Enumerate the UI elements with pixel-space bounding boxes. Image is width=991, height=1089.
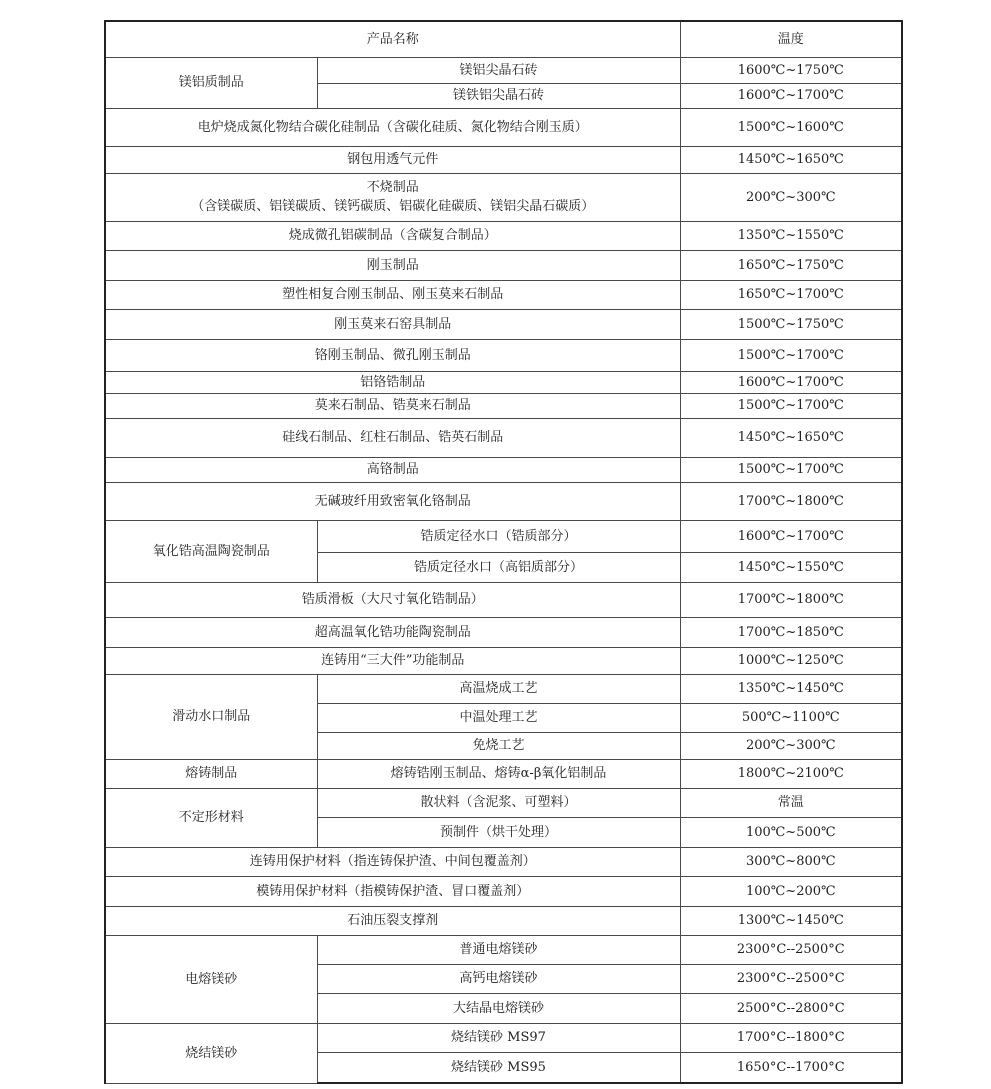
product-name: 熔铸锆刚玉制品、熔铸α-β氧化铝制品 bbox=[317, 759, 680, 788]
product-name: 无碱玻纤用致密氧化铬制品 bbox=[105, 482, 680, 520]
temperature: 1500℃~1750℃ bbox=[680, 309, 902, 339]
temperature: 1500℃~1700℃ bbox=[680, 393, 902, 418]
product-name: 超高温氧化锆功能陶瓷制品 bbox=[105, 617, 680, 647]
header-row bbox=[105, 21, 902, 57]
product-name: 莫来石制品、锆莫来石制品 bbox=[105, 393, 680, 418]
product-name: 石油压裂支撑剂 bbox=[105, 906, 680, 935]
temperature: 2300°C--2500°C bbox=[680, 964, 902, 993]
table-row bbox=[105, 173, 902, 221]
table-row bbox=[105, 876, 902, 906]
temperature: 1800℃~2100℃ bbox=[680, 759, 902, 788]
table-row bbox=[105, 221, 902, 250]
temperature: 1500℃~1600℃ bbox=[680, 108, 902, 146]
temperature: 200℃~300℃ bbox=[680, 732, 902, 759]
product-name: 散状料（含泥浆、可塑料） bbox=[317, 788, 680, 817]
product-name: 高钙电熔镁砂 bbox=[317, 964, 680, 993]
table-row bbox=[105, 457, 902, 482]
product-name: 刚玉制品 bbox=[105, 250, 680, 280]
temperature: 2500°C--2800°C bbox=[680, 993, 902, 1023]
header-temperature: 温度 bbox=[680, 21, 902, 57]
table-row bbox=[105, 935, 902, 964]
temperature: 200℃~300℃ bbox=[680, 173, 902, 221]
product-name: 高温烧成工艺 bbox=[317, 674, 680, 703]
group-label: 熔铸制品 bbox=[105, 759, 317, 788]
temperature: 1600℃~1700℃ bbox=[680, 371, 902, 393]
temperature: 1700°C--1800°C bbox=[680, 1023, 902, 1052]
temperature: 1300℃~1450℃ bbox=[680, 906, 902, 935]
group-label: 不定形材料 bbox=[105, 788, 317, 847]
temperature: 1450℃~1650℃ bbox=[680, 146, 902, 173]
temperature: 1350℃~1550℃ bbox=[680, 221, 902, 250]
product-name: 塑性相复合刚玉制品、刚玉莫来石制品 bbox=[105, 280, 680, 309]
table-row bbox=[105, 759, 902, 788]
group-label: 氧化锆高温陶瓷制品 bbox=[105, 520, 317, 582]
table-row bbox=[105, 1023, 902, 1052]
product-name: 连铸用“三大件”功能制品 bbox=[105, 647, 680, 674]
product-name: 铬刚玉制品、微孔刚玉制品 bbox=[105, 339, 680, 371]
temperature: 常温 bbox=[680, 788, 902, 817]
temperature: 1650℃~1750℃ bbox=[680, 250, 902, 280]
temperature: 1700℃~1800℃ bbox=[680, 582, 902, 617]
product-name: 模铸用保护材料（指模铸保护渣、冒口覆盖剂） bbox=[105, 876, 680, 906]
temperature: 100℃~500℃ bbox=[680, 817, 902, 847]
temperature: 100℃~200℃ bbox=[680, 876, 902, 906]
table-row bbox=[105, 520, 902, 552]
temperature: 1450℃~1650℃ bbox=[680, 418, 902, 457]
header-product-name: 产品名称 bbox=[105, 21, 680, 57]
temperature-table bbox=[104, 20, 903, 1084]
group-label: 镁铝质制品 bbox=[105, 57, 317, 108]
temperature: 1600℃~1700℃ bbox=[680, 520, 902, 552]
product-name: 普通电熔镁砂 bbox=[317, 935, 680, 964]
temperature: 1700℃~1800℃ bbox=[680, 482, 902, 520]
table-row bbox=[105, 309, 902, 339]
temperature: 1650°C--1700°C bbox=[680, 1052, 902, 1083]
table-row bbox=[105, 57, 902, 83]
product-name: 锆质定径水口（高铝质部分） bbox=[317, 552, 680, 582]
group-label: 电熔镁砂 bbox=[105, 935, 317, 1023]
product-name: 免烧工艺 bbox=[317, 732, 680, 759]
product-name: 连铸用保护材料（指连铸保护渣、中间包覆盖剂） bbox=[105, 847, 680, 876]
product-name: 电炉烧成氮化物结合碳化硅制品（含碳化硅质、氮化物结合刚玉质） bbox=[105, 108, 680, 146]
table-row bbox=[105, 339, 902, 371]
temperature: 2300°C--2500°C bbox=[680, 935, 902, 964]
table-row bbox=[105, 280, 902, 309]
temperature: 1350℃~1450℃ bbox=[680, 674, 902, 703]
product-name: 镁铁铝尖晶石砖 bbox=[317, 83, 680, 108]
temperature: 500℃~1100℃ bbox=[680, 703, 902, 732]
table-row bbox=[105, 788, 902, 817]
table-row bbox=[105, 146, 902, 173]
temperature: 1600℃~1700℃ bbox=[680, 83, 902, 108]
table-row bbox=[105, 250, 902, 280]
table-row bbox=[105, 582, 902, 617]
table-row bbox=[105, 371, 902, 393]
temperature: 1600℃~1750℃ bbox=[680, 57, 902, 83]
product-name: 硅线石制品、红柱石制品、锆英石制品 bbox=[105, 418, 680, 457]
product-name: 高铬制品 bbox=[105, 457, 680, 482]
table-row bbox=[105, 393, 902, 418]
product-name: 大结晶电熔镁砂 bbox=[317, 993, 680, 1023]
product-name: 烧结镁砂 MS95 bbox=[317, 1052, 680, 1083]
table-row bbox=[105, 482, 902, 520]
temperature: 1650℃~1700℃ bbox=[680, 280, 902, 309]
product-name: 镁铝尖晶石砖 bbox=[317, 57, 680, 83]
product-name: 锆质定径水口（锆质部分） bbox=[317, 520, 680, 552]
temperature: 1500℃~1700℃ bbox=[680, 339, 902, 371]
temperature: 1700℃~1850℃ bbox=[680, 617, 902, 647]
temperature: 1000℃~1250℃ bbox=[680, 647, 902, 674]
temperature: 300℃~800℃ bbox=[680, 847, 902, 876]
temperature: 1500℃~1700℃ bbox=[680, 457, 902, 482]
temperature: 1450℃~1550℃ bbox=[680, 552, 902, 582]
table-row bbox=[105, 847, 902, 876]
table-row bbox=[105, 647, 902, 674]
product-name: 中温处理工艺 bbox=[317, 703, 680, 732]
product-name-line2: （含镁碳质、铝镁碳质、镁钙碳质、铝碳化硅碳质、镁铝尖晶石碳质） bbox=[191, 199, 595, 214]
product-name: 钢包用透气元件 bbox=[105, 146, 680, 173]
product-name: 锆质滑板（大尺寸氧化锆制品） bbox=[105, 582, 680, 617]
table-row bbox=[105, 674, 902, 703]
product-name: 刚玉莫来石窑具制品 bbox=[105, 309, 680, 339]
product-name: 铝铬锆制品 bbox=[105, 371, 680, 393]
table-row bbox=[105, 906, 902, 935]
group-label: 烧结镁砂 bbox=[105, 1023, 317, 1083]
table-row bbox=[105, 617, 902, 647]
product-name: 烧成微孔铝碳制品（含碳复合制品） bbox=[105, 221, 680, 250]
product-name-line1: 不烧制品 bbox=[366, 180, 419, 195]
group-label: 滑动水口制品 bbox=[105, 674, 317, 759]
product-name bbox=[105, 173, 680, 221]
table-row bbox=[105, 418, 902, 457]
table-row bbox=[105, 108, 902, 146]
product-name: 预制件（烘干处理） bbox=[317, 817, 680, 847]
product-name: 烧结镁砂 MS97 bbox=[317, 1023, 680, 1052]
